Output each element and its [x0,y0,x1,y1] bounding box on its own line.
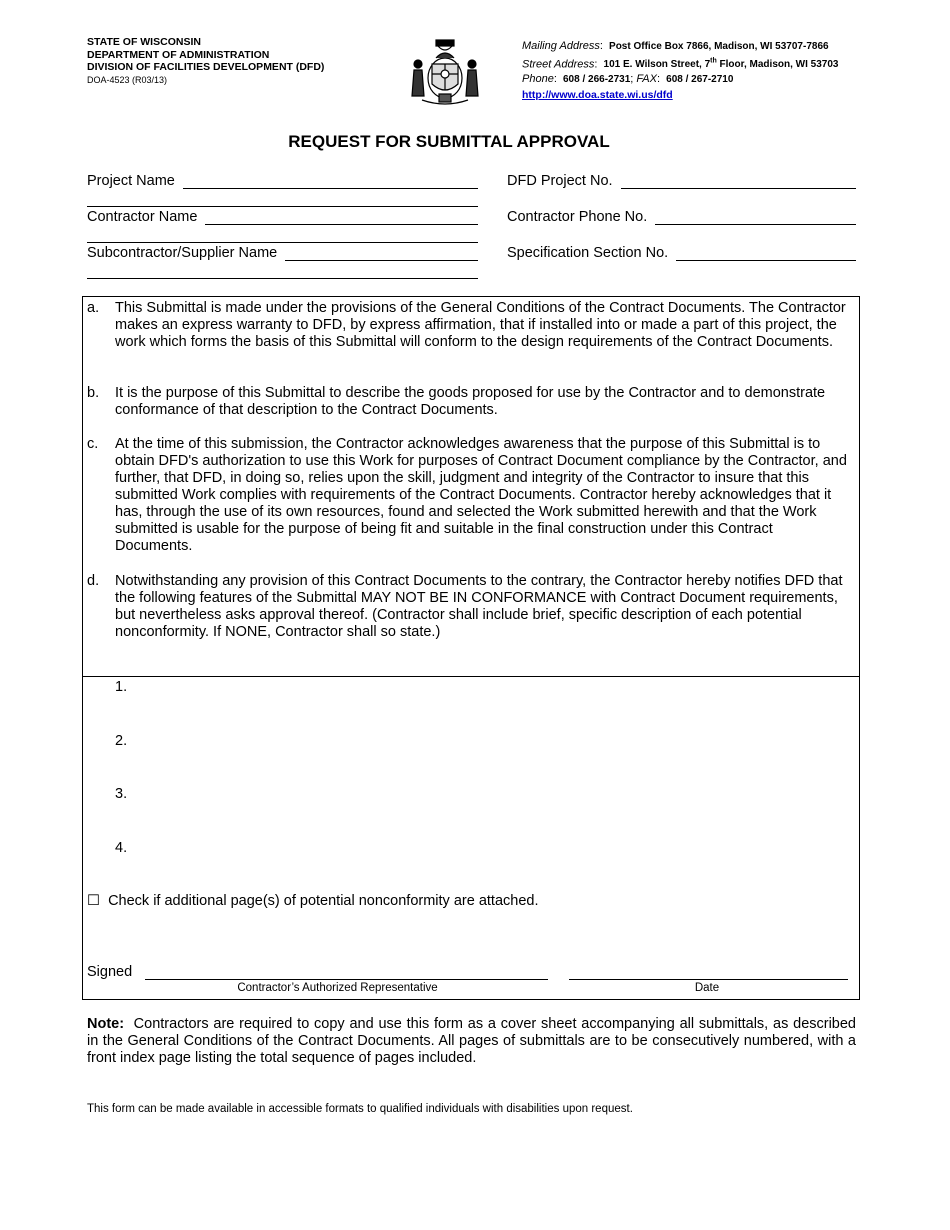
nonconformity-item-4[interactable]: 4. [115,840,128,856]
mailing-address-label: Mailing Address [522,40,600,52]
signed-label: Signed [87,964,133,980]
state-seal-icon [408,34,482,108]
phone-value: 608 / 266-2731 [562,74,631,86]
attachment-checkbox-row[interactable] [87,893,538,909]
field-rule [87,278,478,279]
website-link[interactable]: http://www.doa.state.wi.us/dfd [522,88,673,101]
contractor-name-field[interactable] [87,209,478,225]
page-title: REQUEST FOR SUBMITTAL APPROVAL [288,132,610,151]
date-caption: Date [694,982,720,994]
agency-state: STATE OF WISCONSIN [87,36,201,48]
contact-block [522,39,838,102]
spec-section-label: Specification Section No. [507,245,669,261]
note-label: Note: [87,1016,125,1032]
fax-value: 608 / 267-2710 [666,74,734,86]
project-name-label: Project Name [87,173,175,189]
paragraph-a-text: This Submittal is made under the provisions of the General Conditions of the Contract Documents. The Contractor makes an express warranty to DFD, by express affirmation, that if installed into or made a part of this project, the work which forms the basis of this Submittal will conform to the design requirements of the Contract Documents. [115,300,846,350]
paragraph-a: a. This Submittal is made under the provisions of the General Conditions of the Contract Documents. The Contractor makes an express warranty to DFD, by express affirmation, that if installed into or made a part of this project, the work which forms the basis of this Submittal will conform to the design requirements of the Contract Documents. [87,300,852,351]
project-name-input[interactable] [183,174,478,189]
contractor-name-input[interactable] [205,210,478,225]
subcontractor-name-input[interactable] [285,246,478,261]
signature-line[interactable] [145,979,548,980]
nonconformity-item-2[interactable]: 2. [115,733,128,749]
street-address-label: Street Address [522,57,595,70]
box-divider [82,676,859,677]
fax-label: FAX [636,73,657,86]
subcontractor-name-label: Subcontractor/Supplier Name [87,245,278,261]
date-line[interactable] [569,979,848,980]
nonconformity-item-1[interactable]: 1. [115,679,128,695]
street-address-row: Street Address: 101 E. Wilson Street, 7th Floor, Madison, WI 53703 [522,57,839,70]
dfd-project-no-input[interactable] [621,174,856,189]
rep-caption: Contractor’s Authorized Representative [237,982,438,994]
form-code: DOA-4523 (R03/13) [87,74,168,85]
agency-division: DIVISION OF FACILITIES DEVELOPMENT (DFD) [87,61,325,73]
accessibility-footer: This form can be made available in accessible formats to qualified individuals with disabilities upon request. [87,1103,633,1115]
nonconformity-item-3[interactable]: 3. [115,786,128,802]
contractor-phone-field[interactable] [507,209,856,225]
spec-section-input[interactable] [676,246,856,261]
project-name-field[interactable] [87,173,478,189]
contractor-phone-input[interactable] [655,210,856,225]
spec-section-field[interactable] [507,245,856,261]
paragraph-d-text: Notwithstanding any provision of this Contract Documents to the contrary, the Contractor hereby notifies DFD that the following features of the Submittal MAY NOT BE IN CONFORMANCE with Contract Document requirements, but nevertheless asks approval thereof. (Contractor shall include brief, specific description of each potential nonconformity. If NONE, Contractor shall so state.) [115,573,843,640]
contractor-name-label: Contractor Name [87,209,198,225]
dfd-project-no-field[interactable] [507,173,856,189]
phone-fax-row: Phone: 608 / 266-2731; FAX: 608 / 267-2710 [522,73,734,86]
note-paragraph [87,1016,856,1067]
paragraph-b: b. It is the purpose of this Submittal to describe the goods proposed for use by the Contractor and to demonstrate conformance of that description to the Contract Documents. [87,385,852,419]
paragraph-c-text: At the time of this submission, the Contractor acknowledges awareness that the purpose of this Submittal is to obtain DFD's authorization to use this Work for purposes of Contract Document compliance by the Contractor, and further, that DFD, in doing so, relies upon the skill, judgment and integrity of the Contractor to insure that this submitted Work complies with requirements of the Contract Documents. Contractor hereby acknowledges that it has, through the use of its own resources, found and selected the Work submitted herewith and that the Work submitted is usable for the purpose of being fit and suitable in the final construction under this Contract Documents. [115,436,847,554]
mailing-address-row: Mailing Address: Post Office Box 7866, Madison, WI 53707-7866 [522,40,829,52]
contractor-phone-label: Contractor Phone No. [507,209,648,225]
subcontractor-name-field[interactable] [87,245,478,261]
agency-block [87,36,324,86]
field-rule [87,206,478,207]
agency-department: DEPARTMENT OF ADMINISTRATION [87,48,270,61]
note-text: Contractors are required to copy and use this form as a cover sheet accompanying all submittals, as described in the General Conditions of the Contract Documents. All pages of submittals are to be consecutively numbered, with a front index page listing the total sequence of pages included. [87,1016,856,1066]
paragraph-d: d. Notwithstanding any provision of this Contract Documents to the contrary, the Contractor hereby notifies DFD that the following features of the Submittal MAY NOT BE IN CONFORMANCE with Contract Document requirements, but nevertheless asks approval thereof. (Contractor shall include brief, specific description of each potential nonconformity. If NONE, Contractor shall so state.) [87,573,852,641]
paragraph-b-text: It is the purpose of this Submittal to describe the goods proposed for use by the Contractor and to demonstrate conformance of that description to the Contract Documents. [115,385,826,418]
phone-label: Phone [522,73,554,86]
paragraph-c: c. At the time of this submission, the Contractor acknowledges awareness that the purpose of this Submittal is to obtain DFD's authorization to use this Work for purposes of Contract Document compliance by the Contractor, and further, that DFD, in doing so, relies upon the skill, judgment and integrity of the Contractor to insure that this submitted Work complies with requirements of the Contract Documents. Contractor hereby acknowledges that it has, through the use of its own resources, found and selected the Work submitted herewith and that the Work submitted is usable for the purpose of being fit and suitable in the final construction under this Contract Documents. [87,436,852,555]
checkbox-icon[interactable]: ☐ [87,893,100,909]
checkbox-label: Check if additional page(s) of potential nonconformity are attached. [108,893,539,909]
mailing-address-value: Post Office Box 7866, Madison, WI 53707-7866 [609,41,829,52]
street-address-value: 101 E. Wilson Street, 7th Floor, Madison, WI 53703 [603,57,839,70]
dfd-project-no-label: DFD Project No. [507,173,613,189]
field-rule [87,242,478,243]
